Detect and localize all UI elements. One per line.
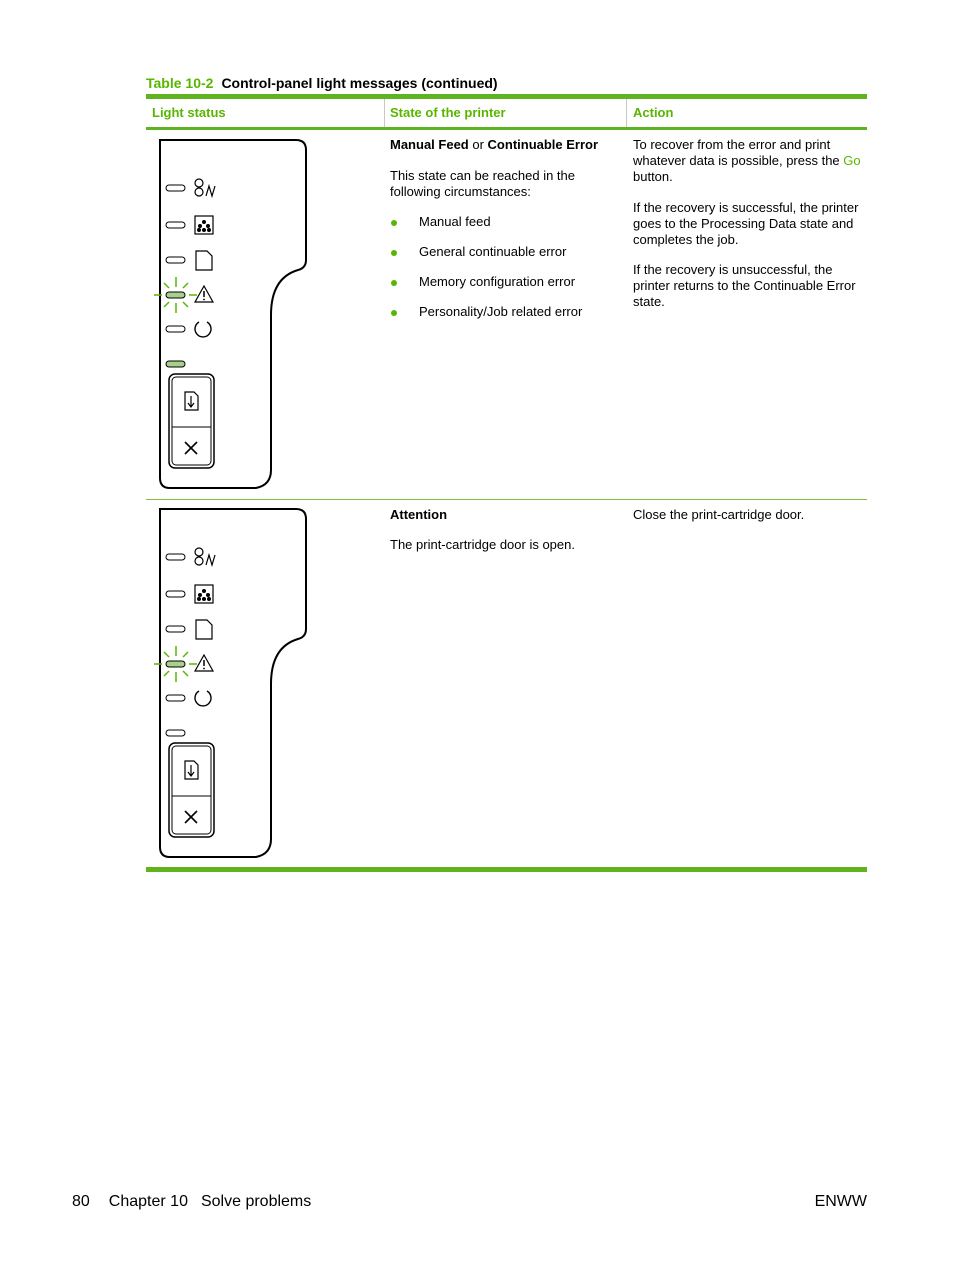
control-panel-illustration-1 xyxy=(146,130,316,500)
column-divider xyxy=(384,99,385,127)
bullet-icon xyxy=(391,280,397,286)
state-title-connector: or xyxy=(468,137,488,152)
cancel-button-icon xyxy=(185,442,197,454)
attention-icon xyxy=(195,655,213,671)
list-item: Personality/Job related error xyxy=(390,304,582,334)
ready-icon xyxy=(195,691,211,706)
paper-jam-icon xyxy=(195,179,215,196)
bullet-icon xyxy=(391,220,397,226)
attention-icon xyxy=(195,286,213,302)
list-item: Memory configuration error xyxy=(390,274,582,304)
header-state: State of the printer xyxy=(390,105,506,120)
list-item: Manual feed xyxy=(390,214,582,244)
state-description: This state can be reached in the following circumstances: xyxy=(390,168,576,199)
action-paragraph: If the recovery is successful, the printer goes to the Processing Data state and completes the job. xyxy=(633,200,859,247)
state-title: Manual Feed xyxy=(390,137,469,152)
paper-jam-icon xyxy=(195,548,215,565)
table-bottom-rule xyxy=(146,867,867,872)
page-number: 80 xyxy=(72,1193,90,1210)
table-number: Table 10-2 xyxy=(146,75,214,91)
go-link: Go xyxy=(843,153,861,168)
state-description: The print-cartridge door is open. xyxy=(390,537,575,552)
go-button-icon xyxy=(185,761,198,779)
page-footer-right: ENWW xyxy=(814,1193,867,1210)
header-light-status: Light status xyxy=(152,105,226,120)
row1-state xyxy=(390,137,625,200)
action-paragraph: Close the print-cartridge door. xyxy=(633,507,805,522)
page-footer-left xyxy=(72,1193,311,1211)
action-paragraph: To recover from the error and print whatever data is possible, press the Go button. xyxy=(633,137,861,184)
go-button-icon xyxy=(185,392,198,410)
row2-state xyxy=(390,507,625,553)
table-top-rule xyxy=(146,94,867,99)
state-title: Continuable Error xyxy=(487,137,599,152)
bullet-icon xyxy=(391,310,397,316)
header-action: Action xyxy=(633,105,674,120)
cancel-button-icon xyxy=(185,811,197,823)
paper-out-icon xyxy=(196,620,212,639)
section-label: Solve problems xyxy=(200,1193,312,1210)
table-title: Control-panel light messages (continued) xyxy=(221,75,498,91)
circumstance-list xyxy=(390,214,582,334)
control-panel-illustration-2 xyxy=(146,499,316,869)
chapter-label: Chapter 10 xyxy=(108,1193,188,1210)
list-item: General continuable error xyxy=(390,244,582,274)
row2-action xyxy=(633,507,865,523)
state-title: Attention xyxy=(390,507,448,522)
ready-icon xyxy=(195,322,211,337)
action-paragraph: If the recovery is unsuccessful, the printer returns to the Continuable Error state. xyxy=(633,262,856,309)
toner-icon xyxy=(195,585,213,603)
bullet-icon xyxy=(391,250,397,256)
column-divider xyxy=(626,99,627,127)
paper-out-icon xyxy=(196,251,212,270)
row1-action xyxy=(633,137,865,310)
table-caption xyxy=(146,75,498,91)
toner-icon xyxy=(195,216,213,234)
